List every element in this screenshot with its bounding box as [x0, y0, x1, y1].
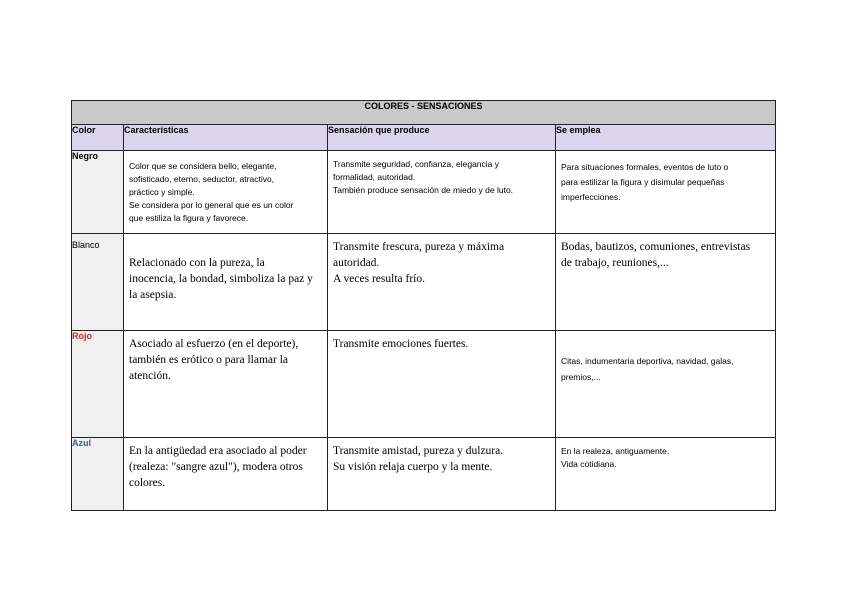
table-row-azul	[72, 438, 776, 511]
sensacion-cell	[328, 234, 556, 331]
colors-sensations-table	[71, 100, 776, 511]
cell-line: Vida cotidiana.	[561, 459, 617, 469]
color-name-rojo: Rojo	[72, 331, 124, 438]
cell-line: que estiliza la figura y favorece.	[129, 213, 249, 223]
table-header-row	[72, 125, 776, 151]
se-emplea-cell	[556, 331, 776, 438]
cell-line: Se considera por lo general que es un color	[129, 200, 294, 210]
cell-line: En la realeza, antiguamente.	[561, 446, 670, 456]
cell-line: A veces resulta frío.	[333, 273, 425, 285]
table-title: COLORES - SENSACIONES	[72, 101, 776, 125]
cell-line: Transmite frescura, pureza y máxima	[333, 241, 505, 253]
color-name-blanco: Blanco	[72, 234, 124, 331]
sensacion-cell	[328, 151, 556, 234]
cell-line: atención.	[129, 370, 171, 382]
cell-line: (realeza: "sangre azul"), modera otros	[129, 461, 303, 473]
cell-line: Relacionado con la pureza, la	[129, 257, 265, 269]
caracteristicas-cell	[124, 331, 328, 438]
se-emplea-cell	[556, 234, 776, 331]
cell-line: Asociado al esfuerzo (en el deporte),	[129, 338, 299, 350]
caracteristicas-cell	[124, 234, 328, 331]
cell-line: de trabajo, reuniones,...	[561, 257, 669, 269]
cell-line: premios,...	[561, 372, 601, 382]
se-emplea-cell	[556, 151, 776, 234]
cell-line: Citas, indumentaria deportiva, navidad, galas,	[561, 356, 734, 366]
cell-line: la asepsia.	[129, 289, 177, 301]
cell-line: En la antigüedad era asociado al poder	[129, 445, 307, 457]
sensacion-cell	[328, 331, 556, 438]
table-title-row	[72, 101, 776, 125]
cell-line: inocencia, la bondad, simboliza la paz y	[129, 273, 313, 285]
cell-line: imperfecciones.	[561, 192, 621, 202]
header-color: Color	[72, 125, 124, 151]
cell-line: Transmite emociones fuertes.	[333, 338, 469, 350]
table-row-negro	[72, 151, 776, 234]
cell-line: también es erótico o para llamar la	[129, 354, 289, 366]
table-row-rojo	[72, 331, 776, 438]
cell-line: autoridad.	[333, 257, 380, 269]
cell-line: Transmite amistad, pureza y dulzura.	[333, 445, 504, 457]
header-sensacion: Sensación que produce	[328, 125, 556, 151]
table-row-blanco	[72, 234, 776, 331]
caracteristicas-cell	[124, 151, 328, 234]
header-caracteristicas: Características	[124, 125, 328, 151]
color-name-azul: Azul	[72, 438, 124, 511]
cell-line: Transmite seguridad, confianza, elegancia y	[333, 159, 499, 169]
cell-line: Color que se considera bello, elegante,	[129, 161, 277, 171]
cell-line: Bodas, bautizos, comuniones, entrevistas	[561, 241, 751, 253]
caracteristicas-cell	[124, 438, 328, 511]
cell-line: También produce sensación de miedo y de luto.	[333, 185, 514, 195]
cell-line: Su visión relaja cuerpo y la mente.	[333, 461, 493, 473]
cell-line: sofisticado, eterno, seductor, atractivo,	[129, 174, 275, 184]
sensacion-cell	[328, 438, 556, 511]
header-se-emplea: Se emplea	[556, 125, 776, 151]
cell-line: formalidad, autoridad.	[333, 172, 416, 182]
cell-line: colores.	[129, 477, 166, 489]
cell-line: práctico y simple.	[129, 187, 195, 197]
color-name-negro: Negro	[72, 151, 124, 234]
cell-line: para estilizar la figura y disimular pequeñas	[561, 177, 725, 187]
cell-line: Para situaciones formales, eventos de luto o	[561, 162, 729, 172]
se-emplea-cell	[556, 438, 776, 511]
